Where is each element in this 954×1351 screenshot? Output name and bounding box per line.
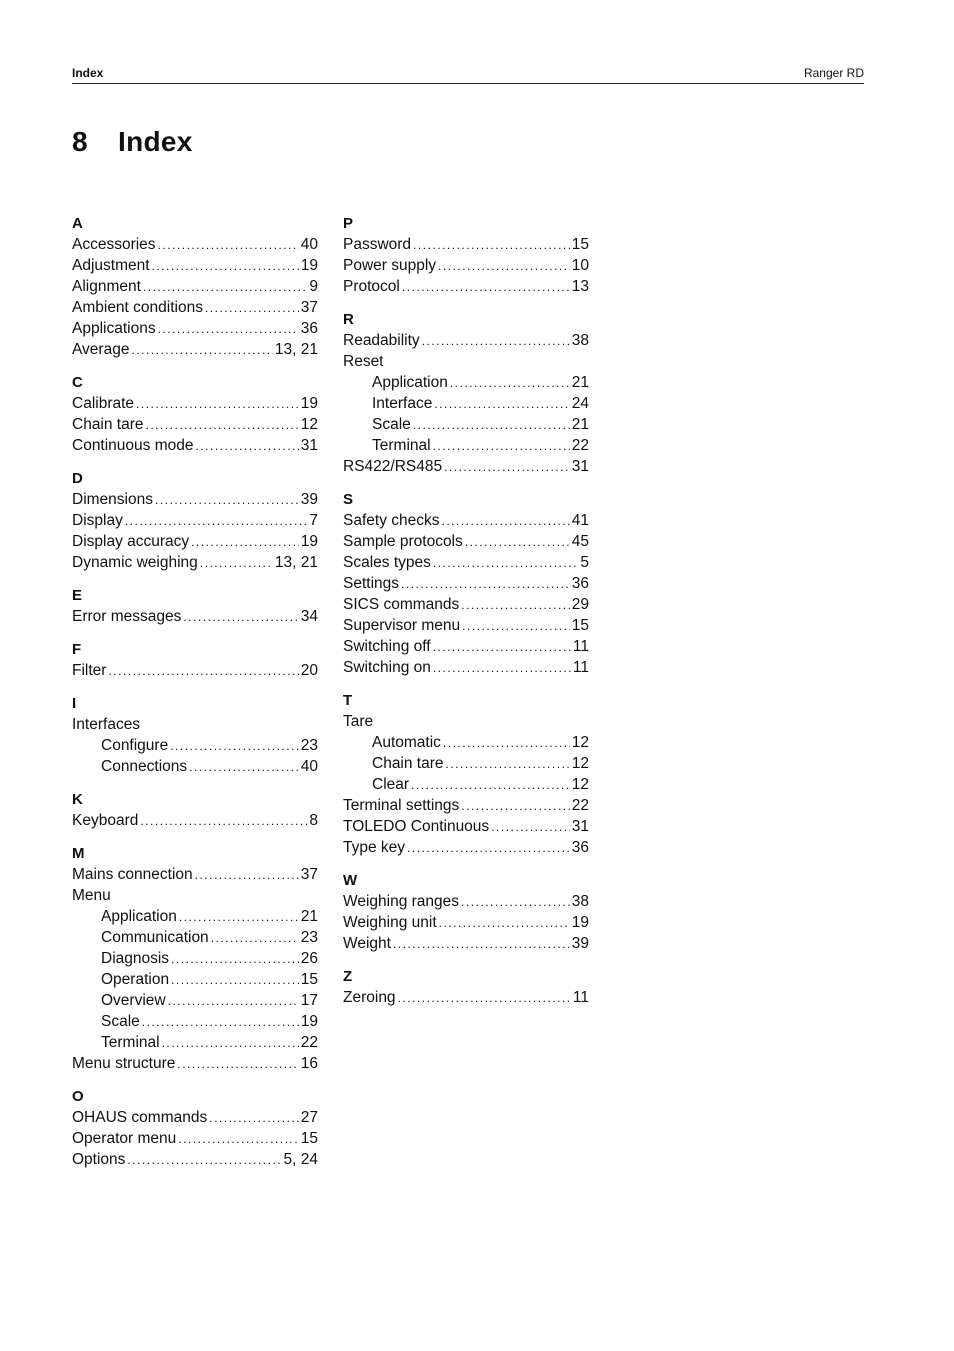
index-entry	[72, 714, 318, 735]
dot-leader	[191, 532, 299, 553]
running-header-product: Ranger RD	[803, 66, 864, 80]
dot-leader	[131, 340, 272, 361]
index-page-ref: 19	[571, 914, 589, 931]
index-letter-group	[343, 213, 589, 297]
index-subentry	[343, 774, 589, 795]
index-letter-heading: E	[72, 587, 83, 604]
dot-leader	[402, 277, 570, 298]
dot-leader	[171, 949, 299, 970]
dot-leader	[433, 658, 571, 679]
index-page-ref: 31	[571, 818, 589, 835]
index-term: Weighing ranges	[343, 893, 460, 910]
index-entry	[72, 297, 318, 318]
index-entry	[72, 810, 318, 831]
index-term: Connections	[101, 758, 188, 775]
index-letter-group	[72, 468, 318, 573]
dot-leader	[413, 235, 570, 256]
index-page-ref: 41	[571, 512, 589, 529]
index-page-ref: 12	[571, 755, 589, 772]
dot-leader	[183, 607, 298, 628]
index-page-ref: 21	[571, 374, 589, 391]
index-subentry	[72, 906, 318, 927]
dot-leader	[177, 1054, 298, 1075]
index-term: Mains connection	[72, 866, 193, 883]
index-term: Applications	[72, 320, 156, 337]
index-term: Scale	[372, 416, 411, 433]
dot-leader	[108, 661, 298, 682]
index-term: Configure	[101, 737, 169, 754]
index-entry	[343, 552, 589, 573]
dot-leader	[438, 256, 570, 277]
index-entry	[72, 393, 318, 414]
index-page-ref: 38	[571, 893, 589, 910]
index-page-ref: 19	[300, 1013, 318, 1030]
running-header-section: Index	[72, 66, 104, 80]
index-term: Switching on	[343, 659, 431, 676]
index-page-ref: 21	[300, 908, 318, 925]
index-letter-heading: K	[72, 791, 83, 808]
index-entry	[343, 594, 589, 615]
index-entry	[72, 660, 318, 681]
index-page-ref: 39	[571, 935, 589, 952]
index-letter-heading: C	[72, 374, 83, 391]
dot-leader	[171, 970, 299, 991]
index-entry	[72, 885, 318, 906]
index-entry	[343, 711, 589, 732]
dot-leader	[442, 511, 570, 532]
index-term: Diagnosis	[101, 950, 170, 967]
index-term: Application	[101, 908, 177, 925]
index-term: Readability	[343, 332, 420, 349]
index-entry	[72, 1053, 318, 1074]
index-page-ref: 40	[300, 758, 318, 775]
index-letter-group	[343, 309, 589, 477]
index-term: Menu structure	[72, 1055, 176, 1072]
dot-leader	[444, 457, 570, 478]
dot-leader	[195, 865, 299, 886]
index-term: Terminal	[372, 437, 431, 454]
index-column-left	[72, 213, 318, 1170]
index-page-ref: 22	[571, 797, 589, 814]
index-page-ref: 37	[300, 866, 318, 883]
index-page-ref: 40	[300, 236, 318, 253]
index-term: Automatic	[372, 734, 441, 751]
dot-leader	[443, 733, 570, 754]
index-letter-heading: T	[343, 692, 353, 709]
dot-leader	[127, 1150, 281, 1171]
dot-leader	[462, 616, 570, 637]
index-term: Dynamic weighing	[72, 554, 198, 571]
dot-leader	[189, 757, 299, 778]
index-term: RS422/RS485	[343, 458, 443, 475]
index-page-ref: 45	[571, 533, 589, 550]
index-entry	[72, 864, 318, 885]
index-entry	[72, 276, 318, 297]
index-subentry	[343, 435, 589, 456]
dot-leader	[433, 436, 570, 457]
index-entry	[343, 234, 589, 255]
dot-leader	[433, 553, 578, 574]
index-term: Calibrate	[72, 395, 135, 412]
index-entry	[72, 606, 318, 627]
index-letter-heading: D	[72, 470, 83, 487]
index-page-ref: 21	[571, 416, 589, 433]
index-term: Average	[72, 341, 130, 358]
index-entry	[343, 531, 589, 552]
index-entry	[343, 891, 589, 912]
index-page-ref: 38	[571, 332, 589, 349]
dot-leader	[491, 817, 570, 838]
index-entry	[72, 1128, 318, 1149]
dot-leader	[179, 907, 299, 928]
index-letter-heading: Z	[343, 968, 353, 985]
index-letter-group	[72, 639, 318, 681]
index-letter-heading: I	[72, 695, 77, 712]
dot-leader	[142, 1012, 299, 1033]
index-letter-group	[343, 489, 589, 678]
index-term: Weight	[343, 935, 391, 952]
index-term: OHAUS commands	[72, 1109, 208, 1126]
index-page-ref: 22	[571, 437, 589, 454]
index-entry	[343, 456, 589, 477]
index-entry	[343, 255, 589, 276]
index-letter-group	[72, 843, 318, 1074]
dot-leader	[422, 331, 570, 352]
dot-leader	[143, 277, 307, 298]
chapter-title: Index	[118, 126, 193, 157]
index-term: Keyboard	[72, 812, 139, 829]
index-term: Menu	[72, 887, 111, 904]
index-letter-group	[72, 372, 318, 456]
index-term: Chain tare	[372, 755, 444, 772]
dot-leader	[398, 988, 571, 1009]
index-page-ref: 19	[300, 395, 318, 412]
index-page-ref: 26	[300, 950, 318, 967]
dot-leader	[433, 637, 571, 658]
index-term: Communication	[101, 929, 209, 946]
index-page-ref: 9	[309, 278, 318, 295]
dot-leader	[434, 394, 569, 415]
index-entry	[343, 573, 589, 594]
dot-leader	[196, 436, 299, 457]
index-entry	[343, 351, 589, 372]
index-term: Scales types	[343, 554, 431, 571]
index-page-ref: 17	[300, 992, 318, 1009]
index-term: Accessories	[72, 236, 156, 253]
dot-leader	[209, 1108, 299, 1129]
index-page-ref: 5, 24	[283, 1151, 318, 1168]
dot-leader	[140, 811, 307, 832]
index-subentry	[343, 753, 589, 774]
index-page-ref: 12	[571, 734, 589, 751]
index-page-ref: 5	[580, 554, 589, 571]
index-entry	[72, 339, 318, 360]
index-term: Scale	[101, 1013, 140, 1030]
dot-leader	[146, 415, 299, 436]
index-entry	[72, 414, 318, 435]
chapter-number: 8	[72, 126, 88, 157]
index-page-ref: 34	[300, 608, 318, 625]
index-entry	[72, 255, 318, 276]
dot-leader	[461, 892, 570, 913]
dot-leader	[168, 991, 299, 1012]
index-page-ref: 39	[300, 491, 318, 508]
index-term: Continuous mode	[72, 437, 194, 454]
index-entry	[72, 435, 318, 456]
index-letter-group	[72, 789, 318, 831]
index-entry	[72, 552, 318, 573]
index-page-ref: 31	[300, 437, 318, 454]
dot-leader	[178, 1129, 299, 1150]
index-term: TOLEDO Continuous	[343, 818, 490, 835]
index-letter-group	[72, 693, 318, 777]
index-entry	[343, 615, 589, 636]
index-page-ref: 11	[572, 989, 589, 1006]
index-page-ref: 15	[571, 617, 589, 634]
index-page-ref: 15	[571, 236, 589, 253]
index-term: Tare	[343, 713, 374, 730]
index-page-ref: 19	[300, 257, 318, 274]
index-subentry	[343, 393, 589, 414]
index-term: Ambient conditions	[72, 299, 203, 316]
index-term: Overview	[101, 992, 166, 1009]
index-term: Switching off	[343, 638, 431, 655]
index-entry	[72, 489, 318, 510]
index-page-ref: 36	[571, 575, 589, 592]
dot-leader	[461, 796, 569, 817]
index-page-ref: 8	[309, 812, 318, 829]
index-entry	[343, 912, 589, 933]
index-term: Type key	[343, 839, 406, 856]
index-entry	[72, 1107, 318, 1128]
index-entry	[343, 510, 589, 531]
index-term: Error messages	[72, 608, 182, 625]
dot-leader	[407, 838, 570, 859]
index-letter-group	[72, 585, 318, 627]
index-letter-group	[343, 966, 589, 1008]
index-column-right	[343, 213, 589, 1008]
index-term: Chain tare	[72, 416, 144, 433]
index-subentry	[72, 990, 318, 1011]
index-term: Weighing unit	[343, 914, 437, 931]
index-term: Display	[72, 512, 123, 529]
chapter-heading	[72, 126, 193, 158]
index-term: Protocol	[343, 278, 400, 295]
index-entry	[72, 510, 318, 531]
index-letter-group	[343, 690, 589, 858]
index-letter-group	[343, 870, 589, 954]
index-page-ref: 15	[300, 971, 318, 988]
index-subentry	[343, 372, 589, 393]
index-page-ref: 22	[300, 1034, 318, 1051]
index-term: Reset	[343, 353, 384, 370]
dot-leader	[205, 298, 299, 319]
index-term: Settings	[343, 575, 400, 592]
index-term: Operator menu	[72, 1130, 177, 1147]
index-term: Application	[372, 374, 448, 391]
dot-leader	[155, 490, 299, 511]
index-term: Password	[343, 236, 412, 253]
index-term: SICS commands	[343, 596, 460, 613]
index-entry	[343, 837, 589, 858]
index-letter-heading: R	[343, 311, 354, 328]
dot-leader	[461, 595, 569, 616]
index-entry	[343, 816, 589, 837]
index-page-ref: 29	[571, 596, 589, 613]
index-letter-group	[72, 213, 318, 360]
dot-leader	[401, 574, 570, 595]
index-page-ref: 36	[300, 320, 318, 337]
index-term: Operation	[101, 971, 170, 988]
index-subentry	[72, 969, 318, 990]
index-term: Terminal	[101, 1034, 160, 1051]
index-term: Terminal settings	[343, 797, 460, 814]
index-term: Supervisor menu	[343, 617, 461, 634]
index-entry	[343, 276, 589, 297]
index-term: Interfaces	[72, 716, 141, 733]
index-page-ref: 36	[571, 839, 589, 856]
index-subentry	[72, 1011, 318, 1032]
index-letter-heading: A	[72, 215, 83, 232]
index-page-ref: 11	[572, 638, 589, 655]
dot-leader	[162, 1033, 299, 1054]
dot-leader	[411, 775, 570, 796]
index-entry	[343, 933, 589, 954]
index-term: Clear	[372, 776, 410, 793]
index-page-ref: 13, 21	[274, 554, 318, 571]
header-divider	[72, 83, 864, 84]
index-page-ref: 24	[571, 395, 589, 412]
index-page-ref: 13, 21	[274, 341, 318, 358]
index-entry	[343, 795, 589, 816]
dot-leader	[450, 373, 570, 394]
index-page-ref: 20	[300, 662, 318, 679]
dot-leader	[200, 553, 273, 574]
index-entry	[343, 657, 589, 678]
index-term: Display accuracy	[72, 533, 190, 550]
index-subentry	[72, 927, 318, 948]
index-term: Sample protocols	[343, 533, 463, 550]
dot-leader	[125, 511, 308, 532]
index-term: Alignment	[72, 278, 141, 295]
index-term: Dimensions	[72, 491, 153, 508]
index-page-ref: 13	[571, 278, 589, 295]
index-page-ref: 27	[300, 1109, 318, 1126]
index-page-ref: 10	[571, 257, 589, 274]
index-letter-heading: S	[343, 491, 354, 508]
index-term: Adjustment	[72, 257, 150, 274]
index-page-ref: 19	[300, 533, 318, 550]
index-subentry	[72, 1032, 318, 1053]
dot-leader	[439, 913, 570, 934]
dot-leader	[158, 319, 299, 340]
index-page-ref: 11	[572, 659, 589, 676]
index-entry	[72, 1149, 318, 1170]
dot-leader	[393, 934, 570, 955]
dot-leader	[211, 928, 299, 949]
index-letter-heading: O	[72, 1088, 84, 1105]
index-letter-group	[72, 1086, 318, 1170]
dot-leader	[413, 415, 570, 436]
index-term: Zeroing	[343, 989, 396, 1006]
index-entry	[72, 531, 318, 552]
index-page-ref: 23	[300, 737, 318, 754]
index-term: Interface	[372, 395, 433, 412]
index-letter-heading: F	[72, 641, 82, 658]
index-page-ref: 12	[300, 416, 318, 433]
index-subentry	[343, 732, 589, 753]
dot-leader	[152, 256, 299, 277]
index-term: Power supply	[343, 257, 437, 274]
index-subentry	[343, 414, 589, 435]
index-subentry	[72, 756, 318, 777]
index-page-ref: 16	[300, 1055, 318, 1072]
index-page-ref: 31	[571, 458, 589, 475]
dot-leader	[158, 235, 299, 256]
index-term: Safety checks	[343, 512, 440, 529]
index-page-ref: 15	[300, 1130, 318, 1147]
index-page-ref: 37	[300, 299, 318, 316]
index-page-ref: 7	[309, 512, 318, 529]
index-letter-heading: P	[343, 215, 354, 232]
index-page-ref: 23	[300, 929, 318, 946]
index-subentry	[72, 735, 318, 756]
index-term: Filter	[72, 662, 107, 679]
index-entry	[343, 636, 589, 657]
dot-leader	[136, 394, 299, 415]
dot-leader	[465, 532, 570, 553]
index-letter-heading: W	[343, 872, 358, 889]
index-entry	[343, 330, 589, 351]
index-subentry	[72, 948, 318, 969]
index-letter-heading: M	[72, 845, 85, 862]
index-page-ref: 12	[571, 776, 589, 793]
index-entry	[72, 234, 318, 255]
index-entry	[72, 318, 318, 339]
index-term: Options	[72, 1151, 126, 1168]
dot-leader	[446, 754, 570, 775]
index-entry	[343, 987, 589, 1008]
dot-leader	[170, 736, 299, 757]
